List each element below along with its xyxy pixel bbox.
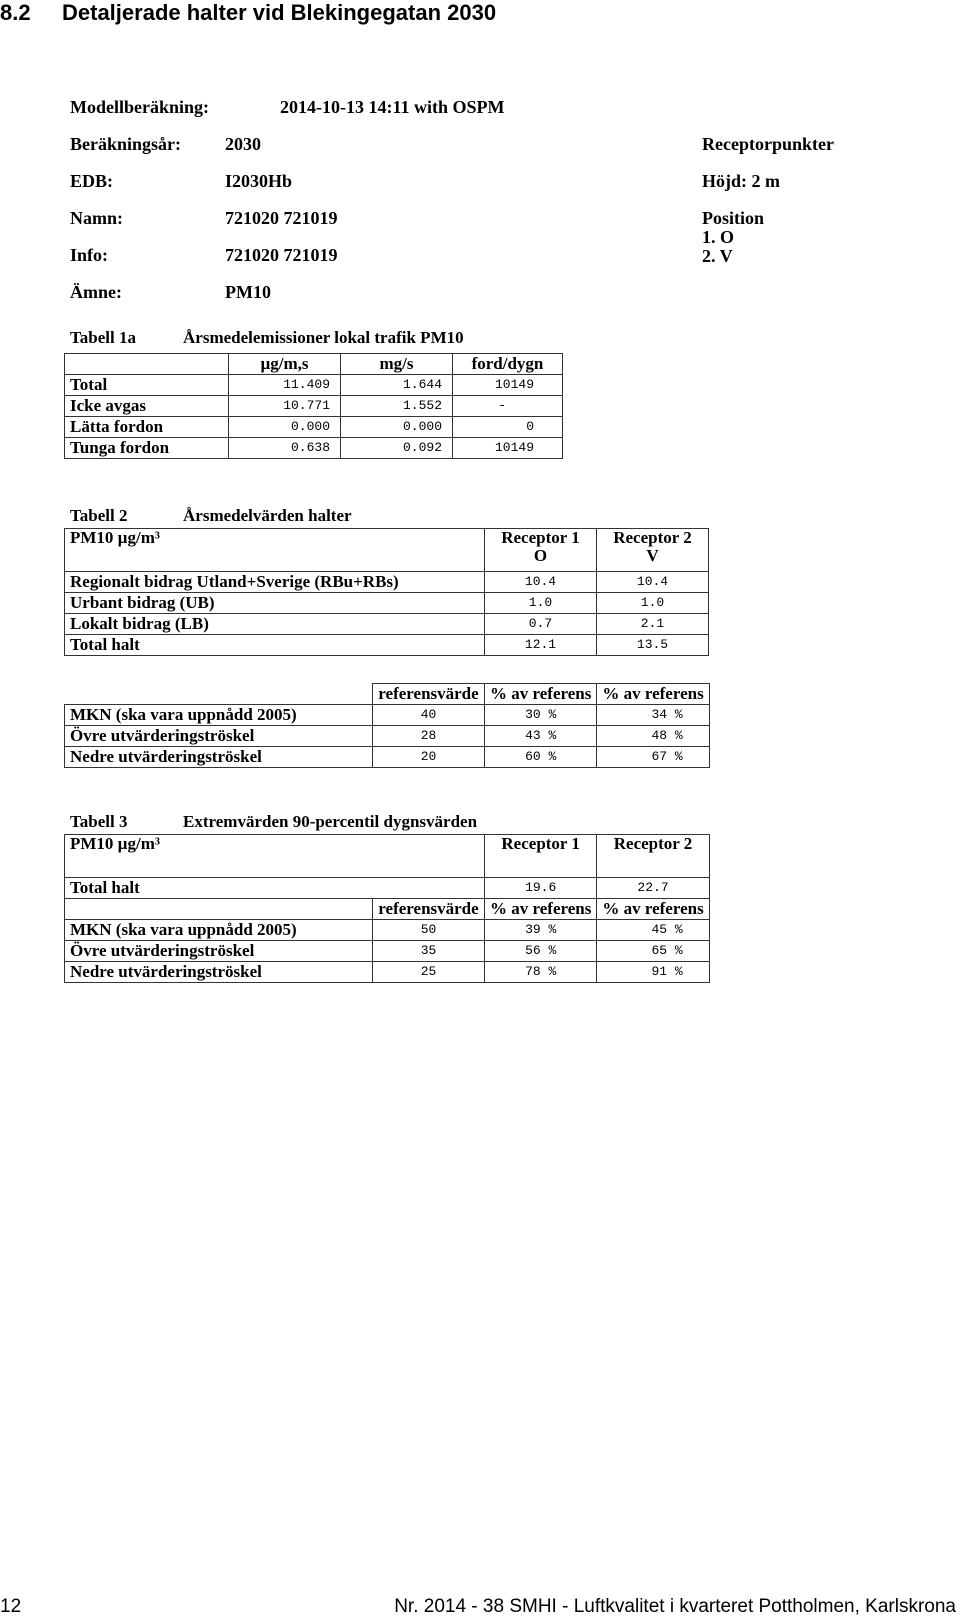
table-cell: 56 % [485, 941, 597, 962]
receptor-position: V [646, 546, 659, 565]
meta-key: Modellberäkning: [70, 97, 210, 117]
row-label: Nedre utvärderingströskel [65, 747, 373, 768]
table-cell: 1.0 [597, 593, 709, 614]
table-header-cell: % av referens [597, 899, 709, 920]
empty-cell [65, 899, 373, 920]
table3 [64, 834, 710, 983]
page-number: 12 [0, 1596, 22, 1617]
meta-key: Namn: [70, 208, 123, 228]
table-row [65, 614, 709, 635]
unit-header: PM10 µg/m³ [65, 835, 485, 878]
receptor-header: Receptor 2 [597, 835, 709, 878]
table-cell: 35 [373, 941, 485, 962]
table-cell: 11.409 [229, 375, 341, 396]
row-label: Regionalt bidrag Utland+Sverige (RBu+RBs) [65, 572, 485, 593]
table-header-cell: mg/s [341, 354, 453, 375]
table-header-row [65, 529, 709, 572]
table-cell: 45 % [597, 920, 709, 941]
table-row [65, 962, 710, 983]
table-row [65, 438, 563, 459]
receptor-position: O [533, 546, 548, 565]
receptor-position: 1. O [702, 227, 735, 247]
receptor-name: Receptor 1 [501, 528, 580, 547]
table-cell: 1.552 [341, 396, 453, 417]
table-row [65, 572, 709, 593]
table-cell: 10149 [453, 375, 563, 396]
table-row [65, 705, 710, 726]
table-cell: 39 % [485, 920, 597, 941]
table-cell: 28 [373, 726, 485, 747]
table-cell: 2.1 [597, 614, 709, 635]
table-row [65, 920, 710, 941]
table1a-id: Tabell 1a [70, 328, 136, 347]
table-row [65, 747, 710, 768]
table3-caption [70, 812, 478, 832]
table-cell: 60 % [485, 747, 597, 768]
row-label: Urbant bidrag (UB) [65, 593, 485, 614]
table-cell: 0.000 [229, 417, 341, 438]
table-row [65, 396, 563, 417]
row-label: Övre utvärderingströskel [65, 726, 373, 747]
row-label: Tunga fordon [65, 438, 229, 459]
row-label: Total halt [65, 878, 485, 899]
meta-value: PM10 [225, 282, 271, 302]
table-cell: - [453, 396, 563, 417]
meta-key: EDB: [70, 171, 114, 191]
receptor-height: Höjd: 2 m [702, 171, 780, 191]
receptor-title: Receptorpunkter [702, 134, 834, 154]
meta-value: I2030Hb [225, 171, 293, 191]
table-row [65, 878, 710, 899]
table-header-cell: % av referens [485, 684, 597, 705]
meta-value: 2014-10-13 14:11 with OSPM [280, 97, 505, 117]
table-cell: 50 [373, 920, 485, 941]
table-cell: 25 [373, 962, 485, 983]
meta-value: 2030 [225, 134, 261, 154]
table2-id: Tabell 2 [70, 506, 128, 525]
table1a-title: Årsmedelemissioner lokal trafik PM10 [183, 328, 464, 347]
table-cell: 40 [373, 705, 485, 726]
receptor-name: Receptor 2 [613, 528, 692, 547]
row-label: Lokalt bidrag (LB) [65, 614, 485, 635]
table-row [65, 417, 563, 438]
receptor-header: Receptor 1 [485, 835, 597, 878]
unit-header: PM10 µg/m³ [65, 529, 485, 572]
table-cell: 12.1 [485, 635, 597, 656]
empty-cell [65, 684, 373, 705]
table-header-row [65, 354, 563, 375]
row-label: Lätta fordon [65, 417, 229, 438]
meta-key: Ämne: [70, 282, 122, 302]
row-label: Icke avgas [65, 396, 229, 417]
section-number: 8.2 [0, 0, 31, 25]
table-cell: 20 [373, 747, 485, 768]
footer-text: Nr. 2014 - 38 SMHI - Luftkvalitet i kvarteret Pottholmen, Karlskrona [394, 1596, 956, 1617]
table-row [65, 726, 710, 747]
table-cell: 13.5 [597, 635, 709, 656]
table3-id: Tabell 3 [70, 812, 128, 831]
section-title: Detaljerade halter vid Blekingegatan 2030 [62, 0, 497, 25]
table-cell: 78 % [485, 962, 597, 983]
meta-value: 721020 721019 [225, 245, 338, 265]
receptor-header [597, 529, 709, 572]
meta-value: 721020 721019 [225, 208, 338, 228]
table-cell: 19.6 [485, 878, 597, 899]
section-heading [0, 0, 496, 26]
table-cell: 65 % [597, 941, 709, 962]
table-row [65, 593, 709, 614]
table3-title: Extremvärden 90-percentil dygnsvärden [183, 812, 478, 831]
table2 [64, 528, 709, 656]
table-cell: 43 % [485, 726, 597, 747]
table-cell: 30 % [485, 705, 597, 726]
row-label: MKN (ska vara uppnådd 2005) [65, 705, 373, 726]
table-header-row [65, 899, 710, 920]
table2-reference [64, 683, 710, 768]
table-row [65, 941, 710, 962]
table2-title: Årsmedelvärden halter [183, 506, 352, 525]
table2-caption [70, 506, 352, 526]
table-cell: 91 % [597, 962, 709, 983]
table-cell: 0.092 [341, 438, 453, 459]
table-cell: 10.771 [229, 396, 341, 417]
table-header-cell [65, 354, 229, 375]
receptor-position: 2. V [702, 246, 733, 266]
table-cell: 0.000 [341, 417, 453, 438]
table-header-cell: µg/m,s [229, 354, 341, 375]
table-cell: 0 [453, 417, 563, 438]
table-header-cell: % av referens [597, 684, 709, 705]
table-cell: 0.7 [485, 614, 597, 635]
table-cell: 34 % [597, 705, 709, 726]
table-header-cell: referensvärde [373, 899, 485, 920]
meta-key: Beräkningsår: [70, 134, 182, 154]
table-cell: 1.0 [485, 593, 597, 614]
meta-key: Info: [70, 245, 109, 265]
table-header-cell: referensvärde [373, 684, 485, 705]
row-label: MKN (ska vara uppnådd 2005) [65, 920, 373, 941]
table-row [65, 635, 709, 656]
receptor-header [485, 529, 597, 572]
row-label: Nedre utvärderingströskel [65, 962, 373, 983]
table1a [64, 353, 563, 459]
table-header-cell: % av referens [485, 899, 597, 920]
table-cell: 48 % [597, 726, 709, 747]
row-label: Total halt [65, 635, 485, 656]
receptor-position-label: Position [702, 208, 765, 228]
table-cell: 10149 [453, 438, 563, 459]
table-cell: 10.4 [485, 572, 597, 593]
row-label: Övre utvärderingströskel [65, 941, 373, 962]
table-cell: 0.638 [229, 438, 341, 459]
table-row [65, 375, 563, 396]
table-cell: 67 % [597, 747, 709, 768]
table1a-caption [70, 328, 464, 348]
table-header-row [65, 684, 710, 705]
table-header-cell: ford/dygn [453, 354, 563, 375]
table-header-row [65, 835, 710, 878]
row-label: Total [65, 375, 229, 396]
table-cell: 1.644 [341, 375, 453, 396]
table-cell: 22.7 [597, 878, 709, 899]
table-cell: 10.4 [597, 572, 709, 593]
